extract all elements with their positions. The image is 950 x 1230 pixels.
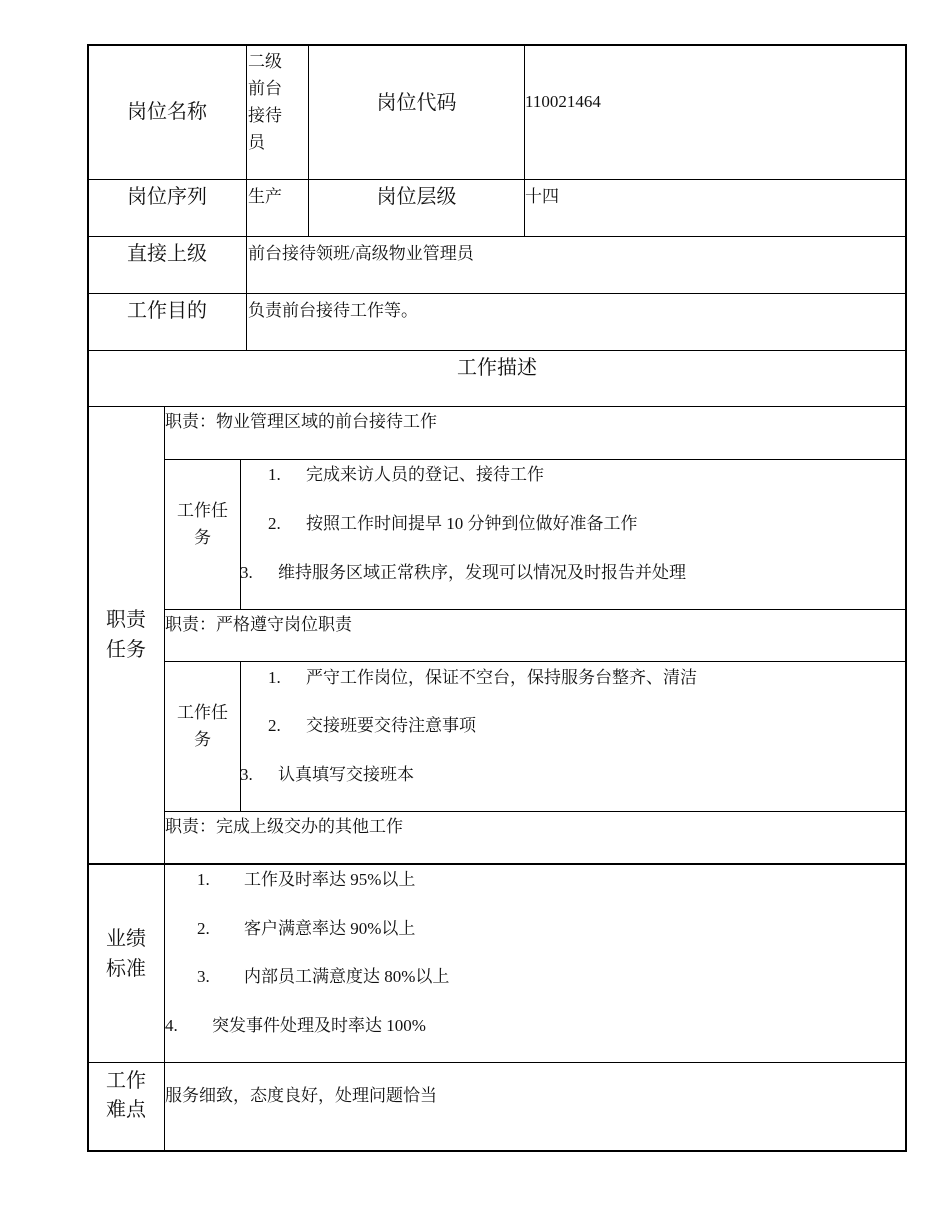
row-divider: [87, 406, 907, 407]
row-divider: [87, 293, 907, 294]
job-purpose-value: 负责前台接待工作等。: [248, 301, 418, 320]
task-item: 1. 完成来访人员的登记、接待工作: [268, 465, 544, 484]
row-divider: [87, 1062, 907, 1063]
performance-label: 业绩 标准: [106, 928, 146, 980]
row-divider: [87, 236, 907, 237]
task-item: 1. 严守工作岗位，保证不空台，保持服务台整齐、清洁: [268, 668, 697, 687]
task-item: 2. 按照工作时间提早 10 分钟到位做好准备工作: [268, 514, 638, 533]
table-border-right: [905, 44, 907, 1152]
job-code-value: 110021464: [525, 92, 601, 111]
job-series-value: 生产: [248, 187, 282, 206]
job-name-label: 岗位名称: [127, 101, 207, 123]
row-divider: [164, 609, 907, 610]
work-description-title: 工作描述: [457, 357, 537, 379]
col-divider: [240, 661, 241, 811]
task-item: 2. 交接班要交待注意事项: [268, 716, 476, 735]
performance-item: 2. 客户满意率达 90%以上: [197, 919, 416, 938]
row-divider: [164, 459, 907, 460]
task-item: 3. 认真填写交接班本: [240, 765, 414, 784]
job-purpose-label: 工作目的: [127, 300, 207, 322]
row-divider: [164, 661, 907, 662]
performance-item: 3. 内部员工满意度达 80%以上: [197, 967, 450, 986]
row-divider: [164, 811, 907, 812]
col-divider: [240, 459, 241, 609]
duty-title: 职责：物业管理区域的前台接待工作: [165, 412, 437, 431]
row-divider: [87, 179, 907, 180]
col-divider: [246, 44, 247, 350]
duty-title: 职责：严格遵守岗位职责: [165, 615, 352, 634]
task-item: 3. 维持服务区域正常秩序，发现可以情况及时报告并处理: [240, 563, 686, 582]
difficulty-label: 工作 难点: [106, 1070, 146, 1121]
tasks-label: 工作任 务: [177, 501, 228, 547]
duty-title: 职责：完成上级交办的其他工作: [165, 817, 403, 836]
difficulty-value: 服务细致，态度良好，处理问题恰当: [165, 1086, 437, 1105]
row-divider: [87, 863, 907, 865]
job-level-label: 岗位层级: [376, 186, 457, 208]
job-code-label: 岗位代码: [376, 92, 457, 114]
job-name-value: 二级 前台 接待 员: [248, 52, 282, 152]
direct-superior-label: 直接上级: [127, 243, 207, 265]
direct-superior-value: 前台接待领班/高级物业管理员: [248, 244, 474, 263]
job-level-value: 十四: [525, 187, 559, 206]
table-border-bottom: [87, 1150, 907, 1152]
duties-tasks-label: 职责 任务: [106, 609, 146, 661]
job-series-label: 岗位序列: [127, 186, 207, 208]
performance-item: 1. 工作及时率达 95%以上: [197, 870, 416, 889]
performance-item: 4. 突发事件处理及时率达 100%: [165, 1016, 426, 1035]
tasks-label: 工作任 务: [177, 703, 228, 749]
row-divider: [87, 350, 907, 351]
